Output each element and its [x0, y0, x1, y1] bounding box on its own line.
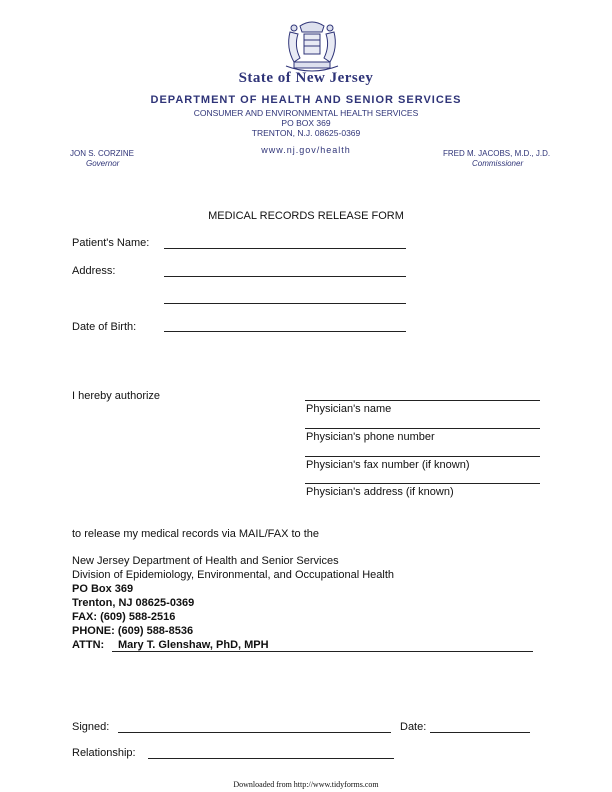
city-line: TRENTON, N.J. 08625-0369	[251, 128, 361, 138]
recipient-line2: Division of Epidemiology, Environmental, and Occupational Health	[72, 569, 395, 581]
physician-name-label: Physician's name	[306, 403, 392, 415]
physician-address-label: Physician's address (if known)	[306, 486, 454, 498]
division-name: CONSUMER AND ENVIRONMENTAL HEALTH SERVICES	[193, 108, 419, 118]
recipient-line3: PO Box 369	[72, 583, 134, 595]
dob-label: Date of Birth:	[72, 321, 137, 333]
recipient-line4: Trenton, NJ 08625-0369	[72, 597, 195, 609]
date-label: Date:	[400, 721, 427, 733]
state-seal-logo	[280, 18, 344, 78]
form-title: MEDICAL RECORDS RELEASE FORM	[208, 210, 404, 222]
attn-line	[112, 651, 533, 652]
address-field-line2[interactable]	[164, 303, 406, 304]
relationship-field[interactable]	[148, 758, 394, 759]
physician-phone-label: Physician's phone number	[306, 431, 435, 443]
physician-fax-label: Physician's fax number (if known)	[306, 459, 470, 471]
governor-name: JON S. CORZINE	[70, 149, 135, 158]
recipient-phone: PHONE: (609) 588-8536	[72, 625, 194, 637]
address-field-line1[interactable]	[164, 276, 406, 277]
signature-field[interactable]	[118, 732, 391, 733]
patient-name-label: Patient's Name:	[72, 237, 150, 249]
recipient-line1: New Jersey Department of Health and Senior Services	[72, 555, 339, 567]
physician-name-field[interactable]	[305, 400, 540, 401]
dob-field[interactable]	[164, 331, 406, 332]
governor-title: Governor	[86, 159, 120, 168]
department-name: DEPARTMENT OF HEALTH AND SENIOR SERVICES	[150, 94, 462, 106]
attn-label: ATTN:	[72, 639, 105, 651]
footer-download-note: Downloaded from http://www.tidyforms.com	[233, 780, 379, 789]
relationship-label: Relationship:	[72, 747, 136, 759]
recipient-fax: FAX: (609) 588-2516	[72, 611, 176, 623]
physician-phone-field[interactable]	[305, 428, 540, 429]
physician-address-field[interactable]	[305, 483, 540, 484]
state-title: State of New Jersey	[238, 70, 374, 86]
authorize-label: I hereby authorize	[72, 390, 161, 402]
release-text: to release my medical records via MAIL/FAX to the	[72, 528, 319, 540]
website-link[interactable]: www.nj.gov/health	[261, 145, 351, 155]
commissioner-name: FRED M. JACOBS, M.D., J.D.	[443, 149, 551, 158]
physician-fax-field[interactable]	[305, 456, 540, 457]
address-label: Address:	[72, 265, 116, 277]
signed-label: Signed:	[72, 721, 110, 733]
commissioner-title: Commissioner	[472, 159, 524, 168]
date-field[interactable]	[430, 732, 530, 733]
po-box: PO BOX 369	[281, 118, 331, 128]
attn-name: Mary T. Glenshaw, PhD, MPH	[118, 639, 269, 651]
patient-name-field[interactable]	[164, 248, 406, 249]
